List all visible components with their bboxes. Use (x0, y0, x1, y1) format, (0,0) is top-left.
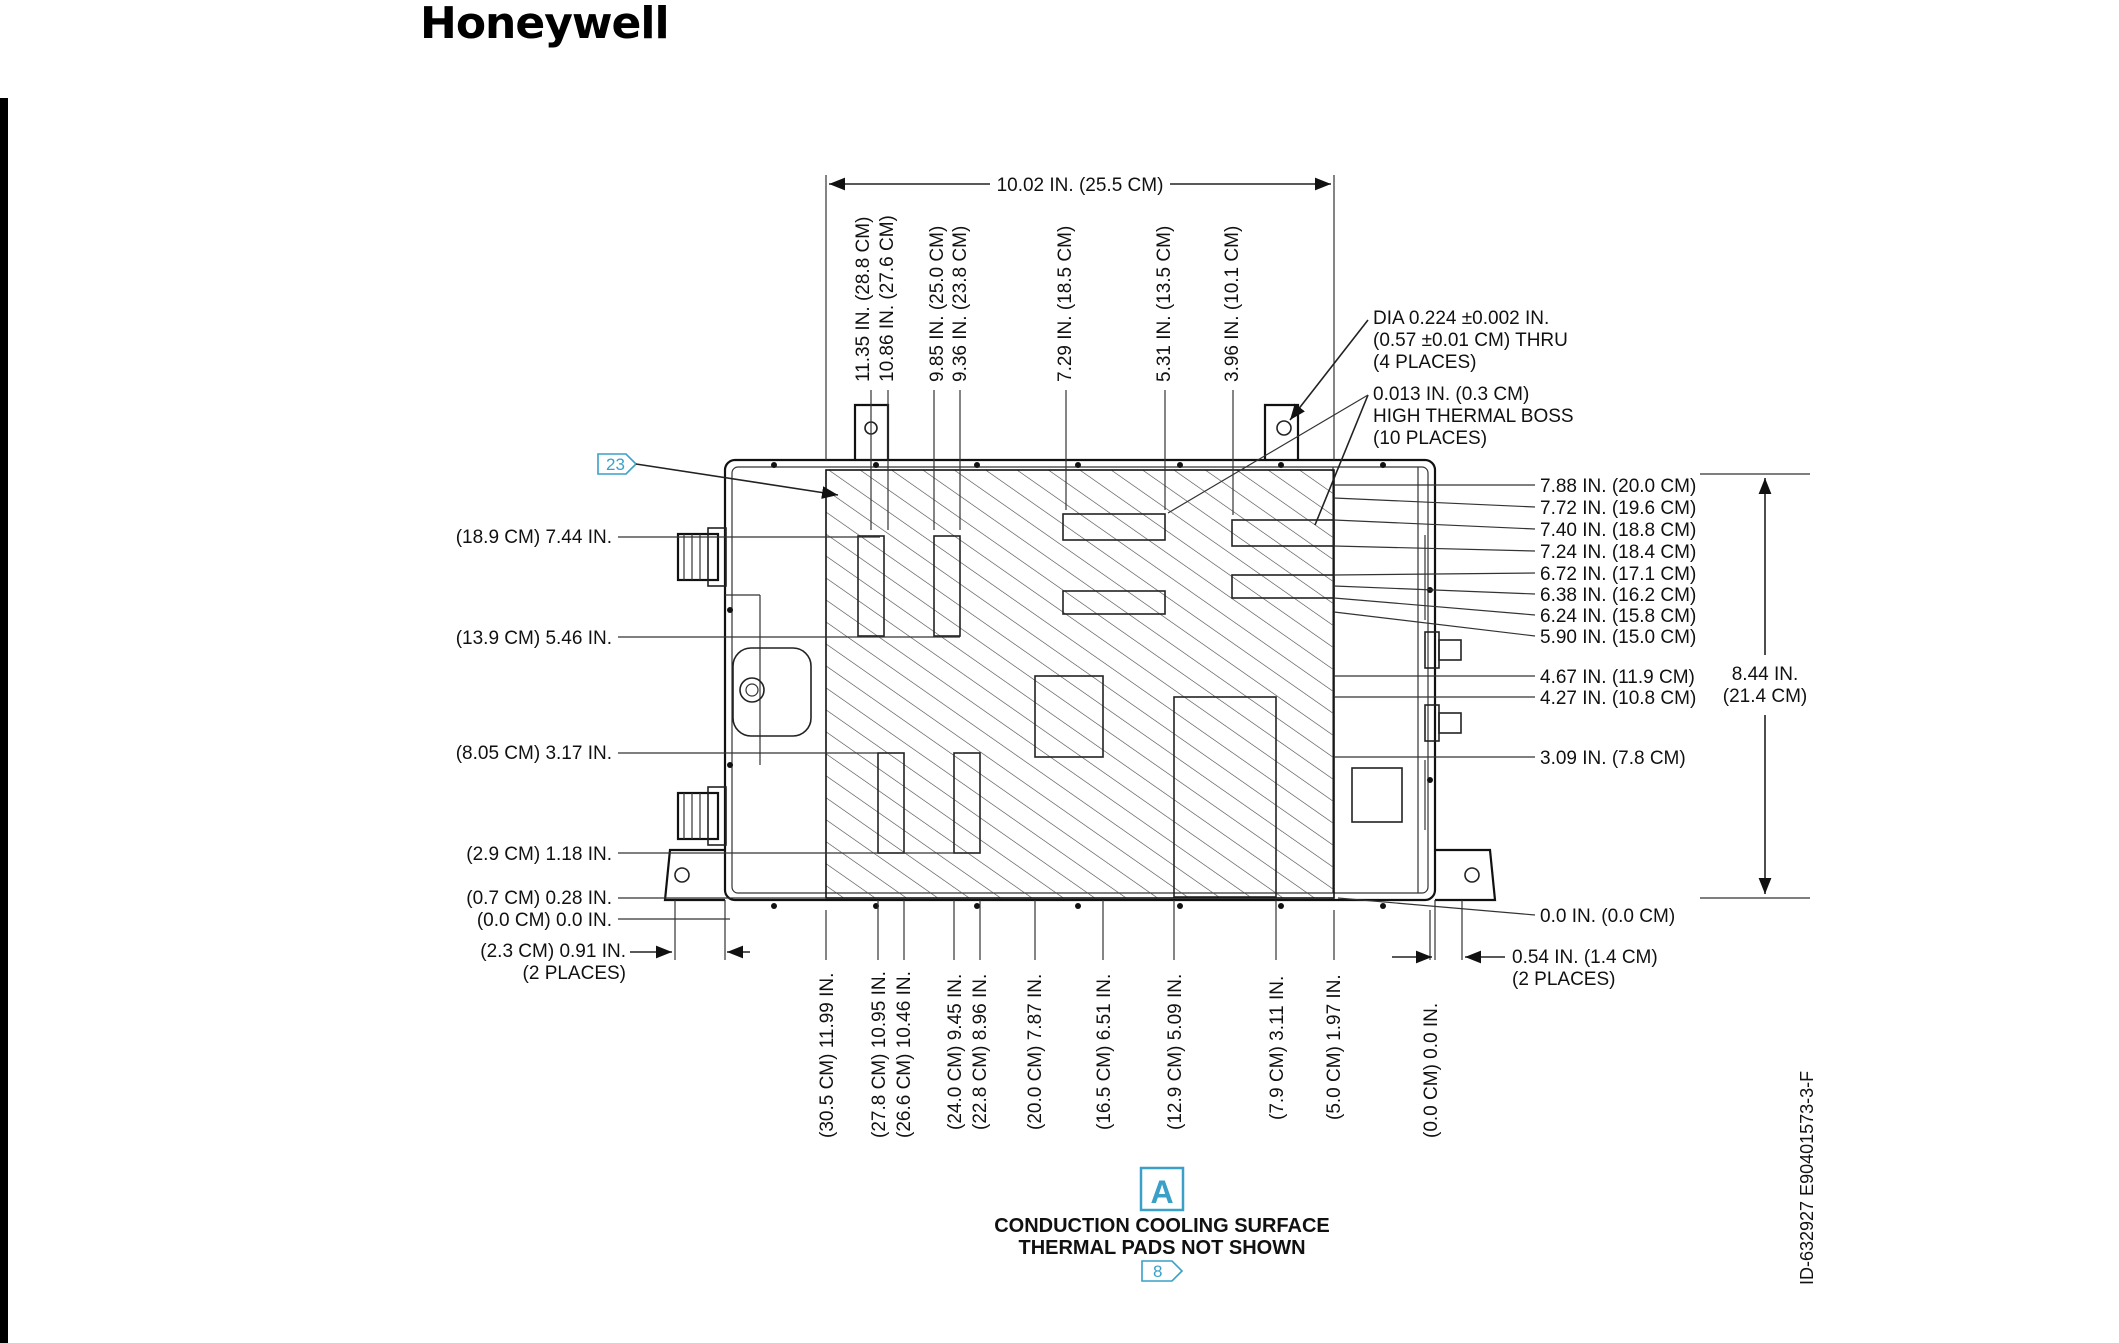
svg-text:(0.0 CM) 0.0 IN.: (0.0 CM) 0.0 IN. (476, 910, 612, 931)
svg-text:(10 PLACES): (10 PLACES) (1373, 428, 1488, 449)
svg-text:7.40 IN. (18.8 CM): 7.40 IN. (18.8 CM) (1540, 520, 1697, 541)
svg-text:DIA 0.224 ±0.002 IN.: DIA 0.224 ±0.002 IN. (1373, 308, 1550, 329)
svg-text:7.88 IN. (20.0 CM): 7.88 IN. (20.0 CM) (1540, 476, 1697, 497)
svg-text:(16.5 CM) 6.51 IN.: (16.5 CM) 6.51 IN. (1094, 973, 1115, 1130)
svg-text:7.24 IN. (18.4 CM): 7.24 IN. (18.4 CM) (1540, 542, 1697, 563)
honeywell-logo: Honeywell (420, 0, 669, 49)
svg-text:(30.5 CM) 11.99 IN.: (30.5 CM) 11.99 IN. (817, 972, 838, 1138)
top-label-3: 9.85 IN. (25.0 CM) (927, 225, 948, 382)
svg-text:(0.7 CM) 0.28 IN.: (0.7 CM) 0.28 IN. (466, 888, 612, 909)
right-connectors (1425, 535, 1461, 830)
view-letter: A (1150, 1174, 1174, 1210)
svg-text:6.24 IN. (15.8 CM): 6.24 IN. (15.8 CM) (1540, 606, 1697, 627)
view-caption (994, 1168, 1330, 1281)
reference-tag-8: 8 (1153, 1262, 1163, 1281)
svg-text:0.013 IN. (0.3 CM): 0.013 IN. (0.3 CM) (1373, 384, 1530, 405)
svg-text:(26.6 CM) 10.46 IN.: (26.6 CM) 10.46 IN. (894, 971, 915, 1138)
svg-text:(2.3 CM) 0.91 IN.: (2.3 CM) 0.91 IN. (480, 941, 626, 962)
svg-text:(4 PLACES): (4 PLACES) (1373, 352, 1477, 373)
svg-text:4.67 IN. (11.9 CM): 4.67 IN. (11.9 CM) (1540, 667, 1695, 688)
svg-text:(20.0 CM) 7.87 IN.: (20.0 CM) 7.87 IN. (1025, 973, 1046, 1130)
bottom-dimension-labels (817, 900, 1442, 1138)
width-dimension (826, 175, 1334, 460)
svg-text:7.72 IN. (19.6 CM): 7.72 IN. (19.6 CM) (1540, 498, 1697, 519)
svg-text:(0.57 ±0.01 CM) THRU: (0.57 ±0.01 CM) THRU (1373, 330, 1568, 351)
svg-text:(12.9 CM) 5.09 IN.: (12.9 CM) 5.09 IN. (1165, 973, 1186, 1130)
top-label-5: 7.29 IN. (18.5 CM) (1055, 225, 1076, 382)
left-connectors (678, 528, 726, 845)
drawing-id: ID-632927 E90401573-3-F (1797, 1070, 1817, 1285)
svg-text:23: 23 (606, 455, 625, 474)
width-label: 10.02 IN. (25.5 CM) (996, 175, 1164, 196)
caption-line-2: THERMAL PADS NOT SHOWN (1018, 1237, 1306, 1259)
svg-text:(5.0 CM) 1.97 IN.: (5.0 CM) 1.97 IN. (1324, 974, 1345, 1120)
svg-text:(7.9 CM) 3.11 IN.: (7.9 CM) 3.11 IN. (1267, 975, 1288, 1120)
svg-text:(13.9 CM) 5.46 IN.: (13.9 CM) 5.46 IN. (455, 628, 612, 649)
svg-text:(8.05 CM) 3.17 IN.: (8.05 CM) 3.17 IN. (455, 743, 612, 764)
svg-text:3.09 IN. (7.8 CM): 3.09 IN. (7.8 CM) (1540, 748, 1686, 769)
top-label-2: 10.86 IN. (27.6 CM) (877, 215, 898, 382)
svg-text:(18.9 CM) 7.44 IN.: (18.9 CM) 7.44 IN. (455, 527, 612, 548)
svg-text:HIGH THERMAL BOSS: HIGH THERMAL BOSS (1373, 406, 1574, 427)
svg-text:6.38 IN. (16.2 CM): 6.38 IN. (16.2 CM) (1540, 585, 1697, 606)
svg-text:(0.0 CM) 0.0 IN.: (0.0 CM) 0.0 IN. (1421, 1002, 1442, 1138)
svg-text:(27.8 CM) 10.95 IN.: (27.8 CM) 10.95 IN. (869, 971, 890, 1138)
cooling-surface-hatch (826, 470, 1334, 898)
top-label-6: 5.31 IN. (13.5 CM) (1154, 225, 1175, 382)
right-dimension-labels (1334, 474, 1810, 990)
svg-text:4.27 IN. (10.8 CM): 4.27 IN. (10.8 CM) (1540, 688, 1697, 709)
caption-line-1: CONDUCTION COOLING SURFACE (994, 1215, 1330, 1237)
svg-text:6.72 IN. (17.1 CM): 6.72 IN. (17.1 CM) (1540, 564, 1697, 585)
svg-text:(21.4 CM): (21.4 CM) (1722, 686, 1808, 707)
svg-text:(22.8 CM) 8.96 IN.: (22.8 CM) 8.96 IN. (970, 973, 991, 1130)
top-label-1: 11.35 IN. (28.8 CM) (853, 216, 874, 382)
svg-text:(24.0 CM) 9.45 IN.: (24.0 CM) 9.45 IN. (945, 973, 966, 1130)
svg-text:(2.9 CM) 1.18 IN.: (2.9 CM) 1.18 IN. (466, 844, 612, 865)
top-label-7: 3.96 IN. (10.1 CM) (1222, 225, 1243, 382)
svg-text:8.44 IN.: 8.44 IN. (1731, 664, 1799, 685)
svg-text:(2 PLACES): (2 PLACES) (522, 963, 626, 984)
svg-text:0.0 IN. (0.0 CM): 0.0 IN. (0.0 CM) (1540, 906, 1676, 927)
top-label-4: 9.36 IN. (23.8 CM) (950, 225, 971, 382)
svg-text:5.90 IN. (15.0 CM): 5.90 IN. (15.0 CM) (1540, 627, 1697, 648)
svg-text:(2 PLACES): (2 PLACES) (1512, 969, 1616, 990)
svg-text:0.54 IN. (1.4 CM): 0.54 IN. (1.4 CM) (1512, 947, 1658, 968)
